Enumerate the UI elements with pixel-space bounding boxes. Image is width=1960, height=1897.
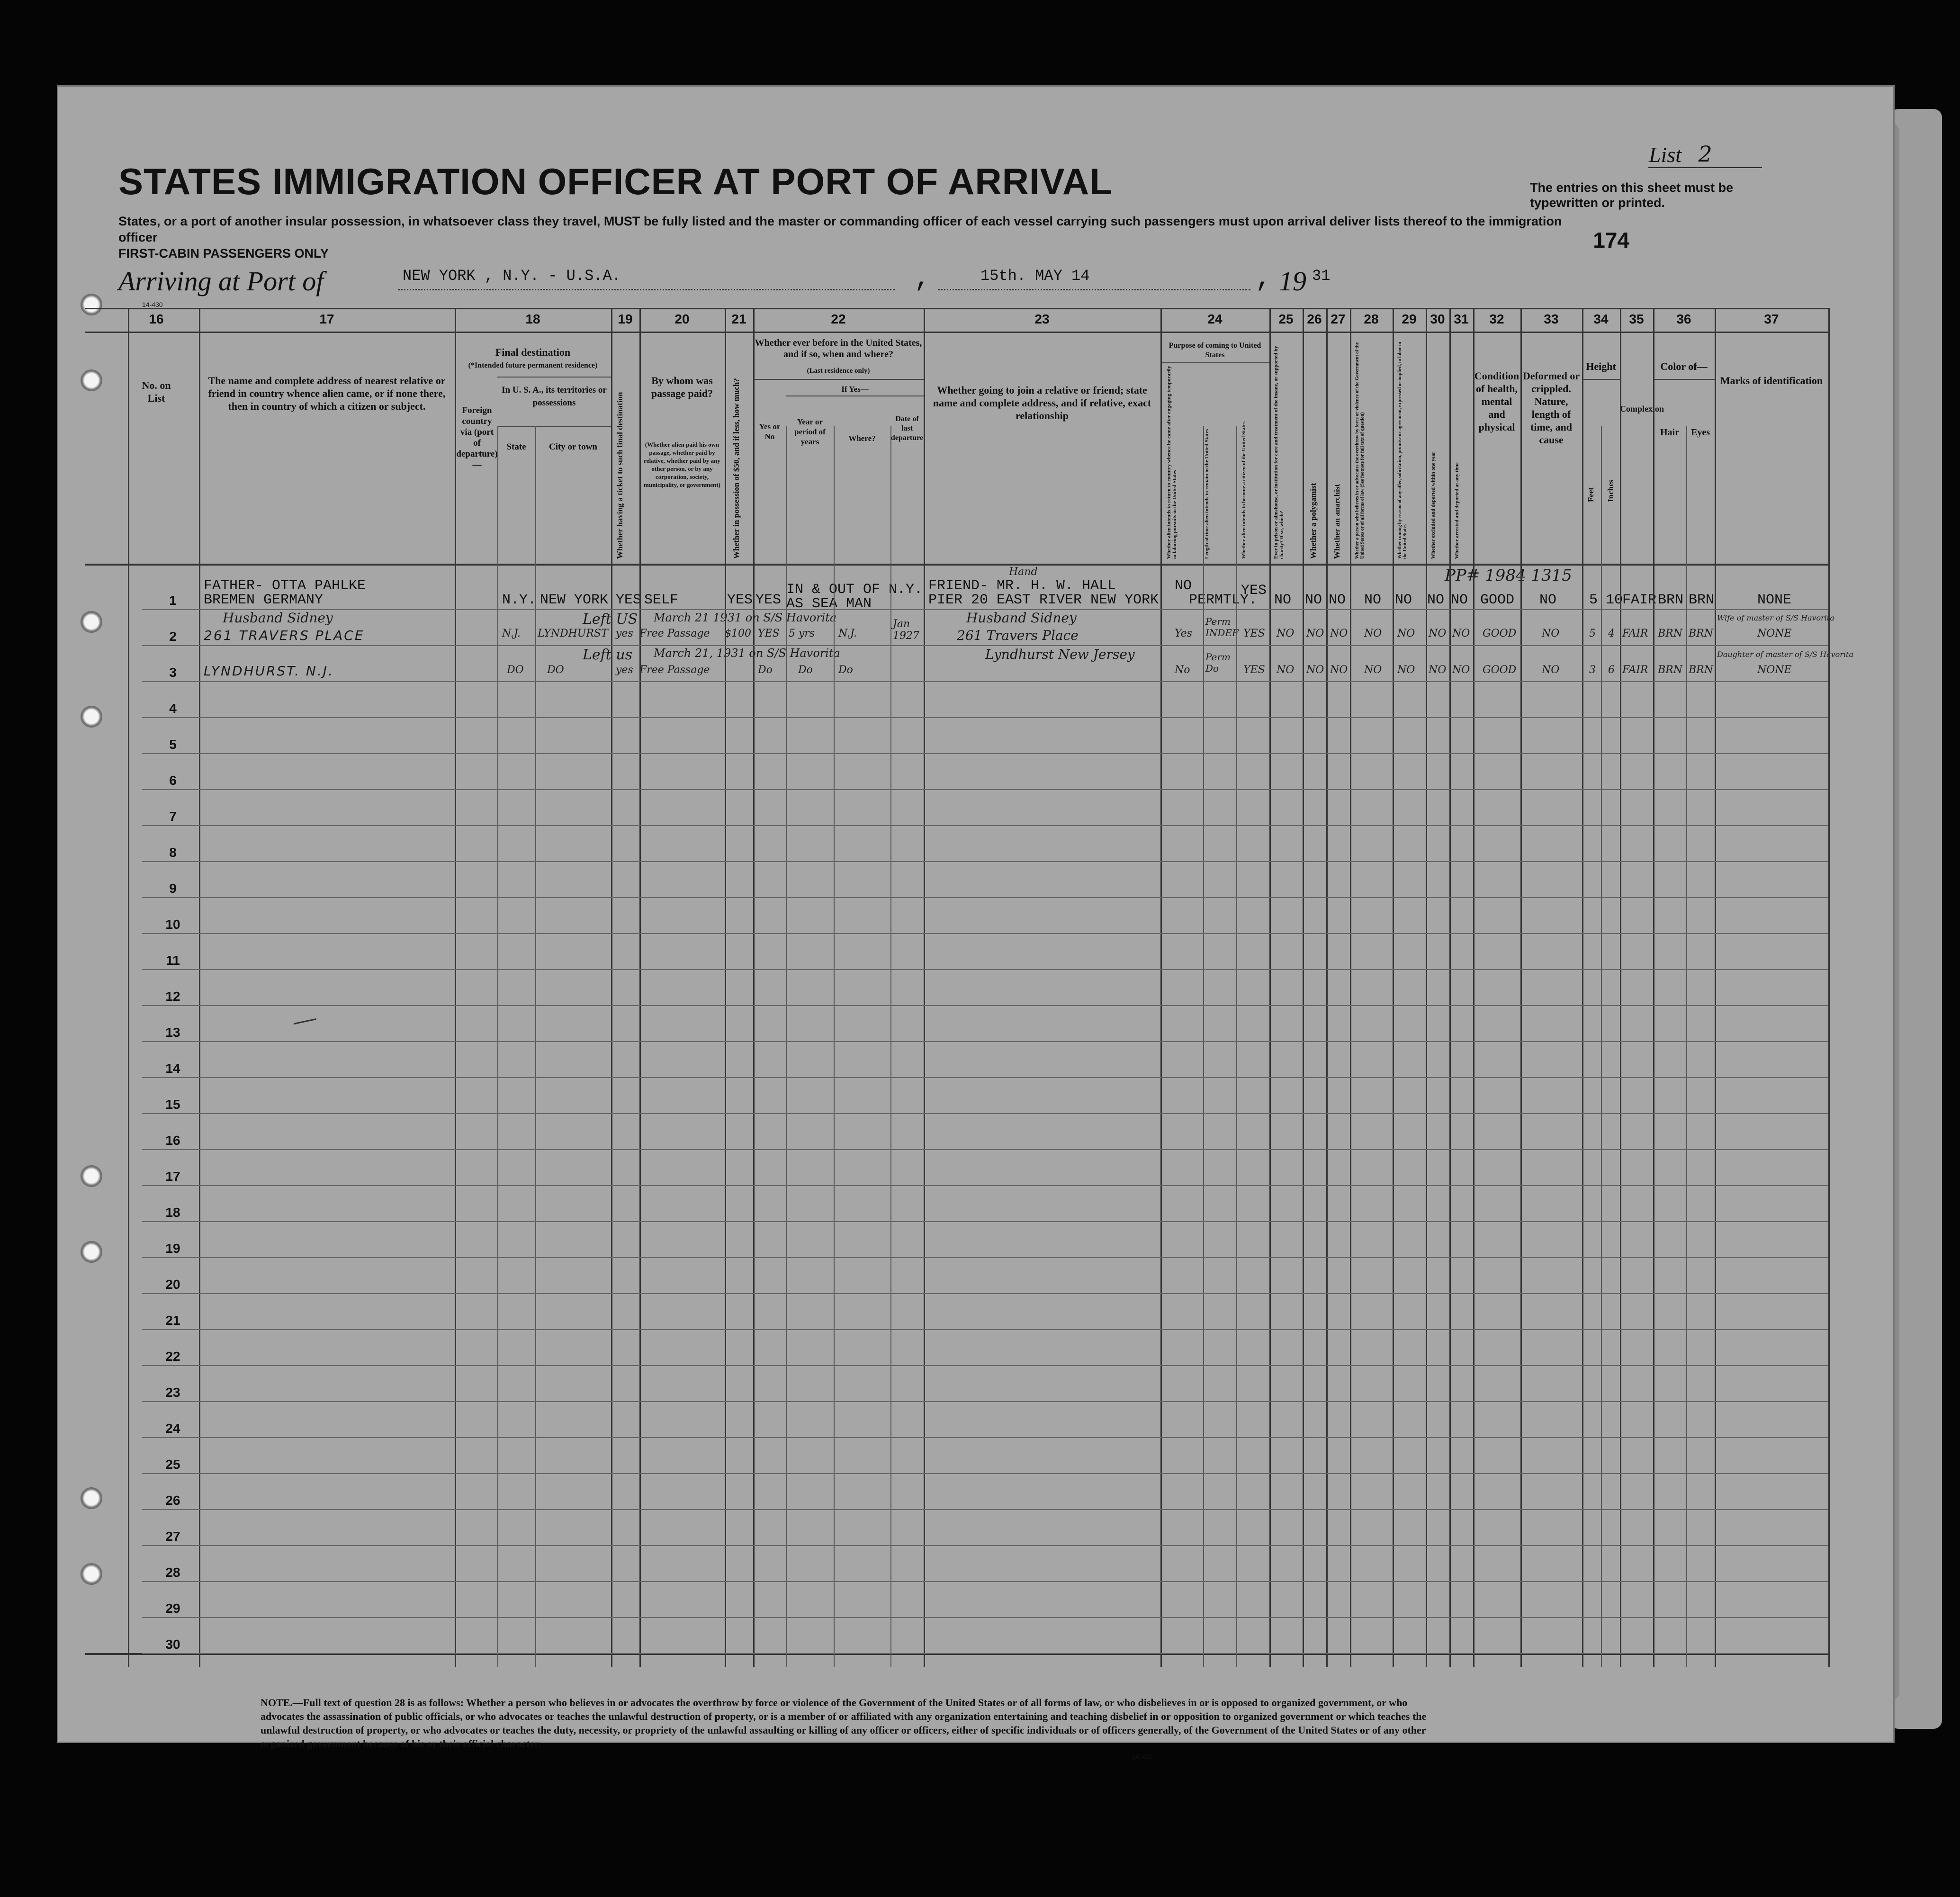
q26: NO	[1306, 664, 1324, 676]
q30: NO	[1429, 664, 1447, 676]
row-rule	[142, 1221, 1828, 1222]
marks: NONE	[1757, 628, 1792, 639]
paid-by: SELF	[644, 592, 679, 608]
ticket: yes	[616, 628, 633, 639]
hdr-date-departure: Date of last departure	[890, 415, 924, 442]
row-number: 9	[169, 881, 177, 896]
hdr-purpose-c: Whether alien intends to become a citizen of the United States	[1241, 421, 1247, 559]
q26: NO	[1305, 592, 1322, 608]
col-num-22: 22	[831, 312, 846, 326]
grid-column-line	[1303, 308, 1304, 1667]
row-number: 26	[165, 1493, 180, 1508]
hdr-by-whom: By whom was passage paid?	[651, 375, 713, 399]
hdr-polygamist: Whether a polygamist	[1309, 483, 1318, 559]
row-rule	[142, 1545, 1828, 1546]
hdr-q29: Whether coming by reason of any offer, solicitation, promise or agreement, expressed or implied, to labor in the United States	[1397, 342, 1408, 559]
where: N.J.	[838, 628, 857, 639]
year-suffix: 31	[1312, 267, 1331, 285]
row-number: 4	[169, 701, 177, 716]
hdr-q31: Whether arrested and deported at any time	[1454, 462, 1460, 559]
hdr-yes-no: Yes or No	[759, 422, 781, 441]
grid-column-line	[1236, 426, 1237, 1667]
row-number: 12	[165, 989, 180, 1004]
purpose-c: YES	[1243, 664, 1265, 676]
hdr-ever-before: Whether ever before in the United States, and if so, when and where?	[755, 338, 922, 360]
q31: NO	[1452, 664, 1470, 676]
row-rule	[142, 861, 1828, 862]
passport-note: PP# 1984 1315	[1445, 566, 1572, 585]
form-code: 14-430	[142, 301, 163, 308]
grid-column-line	[1520, 308, 1522, 1667]
condition: GOOD	[1480, 592, 1515, 608]
grid-column-line	[725, 308, 726, 1667]
intro-instructions: States, or a port of another insular possession, in whatsoever class they travel, MUST be fully listed and the master or commanding officer of each vessel carrying such passengers must upon arrival deliver lists thereof to the immigration officer	[118, 214, 1562, 244]
hdr-year-period: Year or period of years	[794, 417, 826, 446]
row-number: 13	[165, 1025, 180, 1040]
col-num-17: 17	[319, 312, 334, 326]
city: LYNDHURST	[538, 628, 608, 639]
row-number: 23	[165, 1385, 180, 1400]
row-rule	[142, 1437, 1828, 1438]
where: Do	[838, 664, 853, 676]
row-rule	[142, 1185, 1828, 1186]
grid-column-line	[1473, 308, 1474, 1667]
purpose-a: NO	[1175, 578, 1192, 594]
col-num-36: 36	[1676, 312, 1691, 326]
hdr-q28: Whether a person who believes in or advocates the overthrow by force or violence of the Government of the United States or of all forms of law (See footnote for full text of question)	[1355, 342, 1365, 559]
list-number: 2	[1648, 141, 1762, 168]
city: DO	[547, 664, 564, 676]
marks-note: Wife of master of S/S Havorita	[1717, 613, 1834, 622]
col-num-35: 35	[1629, 312, 1644, 326]
grid-column-line	[753, 308, 755, 1667]
hdr-anarchist: Whether an anarchist	[1332, 484, 1341, 559]
q28: NO	[1364, 592, 1382, 608]
row-number: 17	[165, 1169, 180, 1184]
join-line-2: PIER 20 EAST RIVER NEW YORK	[928, 592, 1159, 608]
row-rule	[142, 1401, 1828, 1402]
grid-column-line	[1449, 308, 1451, 1667]
ever-before: YES	[755, 592, 782, 608]
grid-column-line	[497, 426, 498, 1667]
purpose-b: Perm Do	[1205, 651, 1231, 674]
dates: March 21, 1931 on S/S Havorita	[654, 647, 840, 660]
hdr-where: Where?	[848, 434, 876, 443]
col-num-33: 33	[1544, 312, 1559, 326]
row-number: 8	[169, 845, 177, 860]
row-rule	[142, 933, 1828, 934]
grid-column-line	[924, 308, 925, 1667]
row-number: 18	[165, 1205, 180, 1220]
row-rule	[142, 969, 1828, 970]
possession: $100	[725, 628, 751, 639]
col-num-16: 16	[149, 312, 164, 326]
row-rule	[142, 1365, 1828, 1366]
row-rule	[142, 1149, 1828, 1150]
hdr-feet: Feet	[1586, 487, 1595, 502]
row-rule	[142, 609, 1828, 610]
row-rule	[142, 1653, 1828, 1654]
row-rule	[142, 1581, 1828, 1582]
row-rule	[142, 1077, 1828, 1078]
purpose-b: PERMTLY.	[1189, 592, 1258, 608]
col-num-24: 24	[1207, 312, 1223, 326]
hair: BRN	[1658, 664, 1682, 676]
purpose-c: YES	[1241, 583, 1267, 599]
complexion: FAIR	[1622, 664, 1648, 676]
deformed: NO	[1539, 592, 1557, 608]
relative-line-2: 261 TRAVERS PLACE	[204, 628, 365, 643]
purpose-a: No	[1175, 664, 1190, 676]
row-number: 24	[165, 1421, 180, 1436]
col-num-19: 19	[618, 312, 633, 326]
hdr-hair: Hair	[1660, 427, 1679, 438]
ever-before: Do	[758, 664, 773, 676]
row-number: 21	[165, 1313, 180, 1328]
hdr-if-yes: If Yes—	[841, 385, 869, 394]
row-rule	[142, 825, 1828, 826]
q27: NO	[1330, 664, 1348, 676]
join-line-2: Lyndhurst New Jersey	[985, 647, 1135, 662]
q25: NO	[1277, 628, 1295, 639]
hdr-condition: Condition of health, mental and physical	[1474, 370, 1519, 433]
q27: NO	[1330, 628, 1348, 639]
hdr-inches: Inches	[1606, 479, 1615, 502]
hdr-possession: Whether in possession of $50, and if less, how much?	[732, 378, 741, 559]
row-rule	[142, 1041, 1828, 1042]
feet: 5	[1589, 592, 1598, 608]
hdr-final-destination-sub: (*Intended future permanent residence)	[468, 361, 598, 369]
join-line-2: 261 Travers Place	[957, 628, 1079, 643]
footnote: NOTE.—Full text of question 28 is as follows: Whether a person who believes in or advocates the overthrow by force or violence of the Government of the United States or of all forms of law, or who disbelieves in or is opposed to organized government, or who advocates the assassination of public officials, or who advocates or teaches the unlawful destruction of property, or is a member of or affiliated with any organization entertaining and teaching disbelief in or opposition to organized government or which teaches the unlawful destruction of property, or who advocates or teaches the duty, necessity, or propriety of the unlawful assaulting or killing of any officer or officers, either of specific individuals or of officers generally, of the Government of the United States or of any other organized government because of his or their official character.	[261, 1697, 1427, 1750]
grid-column-line	[1653, 308, 1654, 1667]
hdr-prison: Ever in prison or almshouse, or institution for care and treatment of the insane, or supported by charity? If so, which?	[1273, 346, 1285, 559]
col-num-23: 23	[1034, 312, 1050, 326]
eyes: BRN	[1689, 664, 1713, 676]
grid-column-line	[128, 308, 129, 1667]
row-number: 15	[165, 1097, 180, 1112]
grid-column-line	[1160, 308, 1162, 1667]
ever-before: YES	[758, 628, 780, 639]
hdr-by-whom-sub: (Whether alien paid his own passage, whether paid by relative, whether paid by any other person, or by any corporation, society, municipality, or government)	[644, 441, 720, 488]
row-rule	[142, 1293, 1828, 1294]
grid-column-line	[199, 308, 200, 1667]
grid-column-line	[455, 308, 456, 1667]
row-number: 30	[165, 1637, 180, 1652]
q29: NO	[1397, 628, 1415, 639]
grid-column-line	[611, 308, 612, 1667]
row-number: 2	[169, 629, 177, 644]
col-num-30: 30	[1430, 312, 1445, 326]
complexion: FAIR	[1622, 628, 1648, 639]
hdr-deformed: Deformed or crippled. Nature, length of time, and cause	[1522, 370, 1580, 446]
grid-column-line	[834, 426, 835, 1667]
row-rule	[142, 1257, 1828, 1258]
city: NEW YORK	[540, 592, 609, 608]
row-rule	[142, 717, 1828, 718]
year-prefix: 19	[1279, 266, 1306, 297]
row-number: 6	[169, 773, 177, 788]
row-number: 3	[169, 665, 177, 680]
hdr-no-on-list: No. on List	[142, 379, 171, 404]
row-rule	[142, 753, 1828, 754]
grid-column-line	[1601, 426, 1602, 1667]
relative-line-1: Husband Sidney	[223, 610, 333, 626]
port-value: NEW YORK , N.Y. - U.S.A.	[403, 267, 621, 285]
inches: 6	[1608, 664, 1615, 676]
col-num-18: 18	[525, 312, 540, 326]
arriving-line: Arriving at Port of NEW YORK , N.Y. - U.S.A. , 15th. MAY 14 , 19 31	[118, 263, 1331, 297]
footer-code: 14-430	[1132, 1753, 1153, 1760]
q29: NO	[1395, 592, 1412, 608]
hdr-purpose-b: Length of time alien intends to remain in the United States	[1204, 429, 1210, 559]
hair: BRN	[1658, 592, 1684, 608]
q30: NO	[1427, 592, 1445, 608]
row-number: 22	[165, 1349, 180, 1364]
row-number: 1	[169, 593, 177, 608]
purpose-b: Perm INDEF	[1205, 616, 1239, 638]
feet: 5	[1589, 628, 1596, 639]
row-rule	[142, 1473, 1828, 1474]
row-rule	[142, 789, 1828, 790]
q28: NO	[1364, 664, 1382, 676]
join-note: Hand	[1009, 566, 1038, 578]
date-value: 15th. MAY 14	[980, 267, 1090, 285]
manifest-sheet	[57, 85, 1895, 1760]
hdr-purpose-a: Whether alien intends to return to country whence he came after engaging temporarily in laboring pursuits in the United States	[1166, 366, 1178, 559]
hdr-state: State	[506, 442, 526, 452]
grid-column-line	[786, 426, 787, 1667]
page-title: STATES IMMIGRATION OFFICER AT PORT OF ARRIVAL	[118, 161, 1113, 202]
intro-class: FIRST-CABIN PASSENGERS ONLY	[118, 246, 329, 261]
join-line-1: Husband Sidney	[966, 610, 1077, 626]
state: N.J.	[502, 628, 521, 639]
row-rule	[142, 1113, 1828, 1114]
entries-note: The entries on this sheet must be typewritten or printed.	[1530, 180, 1734, 210]
condition: GOOD	[1483, 628, 1517, 639]
row-number: 20	[165, 1277, 180, 1292]
q30: NO	[1429, 628, 1447, 639]
col-num-21: 21	[731, 312, 746, 326]
paid-by: Free Passage	[639, 628, 710, 639]
row-number: 27	[165, 1529, 180, 1544]
manifest-table	[85, 308, 1853, 1667]
row-rule	[142, 645, 1828, 646]
grid-column-line	[1686, 426, 1687, 1667]
purpose-c: YES	[1243, 628, 1265, 639]
left-us: Left US	[583, 611, 638, 628]
hdr-purpose: Purpose of coming to United States	[1169, 342, 1261, 359]
period: 5 yrs	[789, 628, 815, 639]
hdr-city: City or town	[548, 442, 598, 452]
grid-column-line	[1582, 308, 1583, 1667]
eyes: BRN	[1689, 592, 1715, 608]
sheet-number: 174	[1593, 228, 1629, 252]
grid-column-line	[1715, 308, 1716, 1667]
hdr-last-residence: (Last residence only)	[807, 367, 870, 375]
col-num-27: 27	[1331, 312, 1346, 326]
col-num-20: 20	[674, 312, 690, 326]
state: DO	[507, 664, 524, 676]
hdr-final-destination: Final destination	[495, 346, 571, 358]
q27: NO	[1329, 592, 1346, 608]
ticket: yes	[616, 664, 633, 676]
row-number: 25	[165, 1457, 180, 1472]
purpose-a: Yes	[1175, 628, 1192, 639]
row-rule	[142, 1329, 1828, 1330]
row-number: 16	[165, 1133, 180, 1148]
col-num-28: 28	[1364, 312, 1379, 326]
grid-column-line	[1393, 308, 1394, 1667]
intro-text	[118, 213, 1587, 261]
join-line-1: FRIEND- MR. H. W. HALL	[928, 578, 1116, 594]
grid-column-line	[1620, 308, 1621, 1667]
marks-note: Daughter of master of S/S Havorita	[1717, 650, 1853, 659]
marks: NONE	[1757, 664, 1792, 676]
ticket: YES	[616, 592, 642, 608]
marks: NONE	[1757, 592, 1792, 608]
grid-column-line	[1203, 426, 1204, 1667]
grid-column-line	[1269, 308, 1271, 1667]
hair: BRN	[1658, 628, 1682, 639]
q29: NO	[1397, 664, 1415, 676]
col-num-26: 26	[1307, 312, 1322, 326]
condition: GOOD	[1483, 664, 1517, 676]
row-number: 11	[166, 953, 180, 968]
deformed: NO	[1542, 628, 1560, 639]
q31: NO	[1452, 628, 1470, 639]
possession: YES	[727, 592, 753, 608]
row-number: 7	[169, 809, 177, 824]
hdr-relative: The name and complete address of nearest relative or friend in country whence alien came, or if none there, then in country of which a citizen or subject.	[208, 375, 446, 412]
row-rule	[142, 1509, 1828, 1510]
where: IN & OUT OF N.Y. AS SEA MAN	[786, 582, 923, 612]
row-number: 10	[165, 917, 180, 932]
col-num-29: 29	[1402, 312, 1417, 326]
row-number: 5	[169, 737, 177, 752]
hdr-foreign-country: Foreign country via (port of departure)—	[456, 405, 498, 470]
feet: 3	[1589, 664, 1596, 676]
q26: NO	[1306, 628, 1324, 639]
relative-line-2: BREMEN GERMANY	[204, 592, 324, 608]
grid-column-line	[1350, 308, 1351, 1667]
left-us: Left us	[583, 647, 633, 663]
q31: NO	[1451, 592, 1468, 608]
relative-line-1: LYNDHURST. N.J.	[204, 663, 334, 679]
row-rule	[142, 1617, 1828, 1618]
row-number: 29	[165, 1601, 180, 1616]
grid-column-line	[890, 426, 891, 1667]
deformed: NO	[1542, 664, 1560, 676]
hdr-height: Height	[1586, 360, 1616, 372]
arriving-label: Arriving at Port of	[118, 266, 324, 297]
state: N.Y.	[502, 592, 537, 608]
grid-column-line	[1326, 308, 1328, 1667]
eyes: BRN	[1689, 628, 1713, 639]
col-num-37: 37	[1764, 312, 1779, 326]
list-label: List	[1648, 143, 1681, 167]
relative-line-1: FATHER- OTTA PAHLKE	[204, 578, 366, 594]
row-rule	[142, 681, 1828, 682]
col-num-34: 34	[1593, 312, 1609, 326]
q25: NO	[1277, 664, 1295, 676]
grid-column-line	[1828, 308, 1830, 1667]
row-rule	[142, 897, 1828, 898]
hdr-eyes: Eyes	[1691, 427, 1710, 438]
dates: March 21 1931 on S/S Havorita	[654, 611, 837, 624]
grid-column-line	[639, 308, 641, 1667]
q25: NO	[1274, 592, 1292, 608]
hdr-color-of: Color of—	[1660, 360, 1708, 372]
col-num-31: 31	[1454, 312, 1469, 326]
row-rule	[142, 1005, 1828, 1006]
row-number: 28	[165, 1565, 180, 1580]
row-number: 19	[165, 1241, 180, 1256]
period: Do	[798, 664, 813, 676]
hdr-q30: Whether excluded and deported within one year	[1430, 451, 1436, 559]
q28: NO	[1364, 628, 1382, 639]
hdr-join-relative: Whether going to join a relative or friend; state name and complete address, and if relative, exact relationship	[933, 384, 1151, 422]
inches: 10	[1606, 592, 1623, 608]
hdr-in-usa: In U. S. A., its territories or possessions	[502, 385, 607, 408]
col-num-25: 25	[1278, 312, 1294, 326]
hdr-complexion: Complexion	[1620, 404, 1664, 414]
row-number: 14	[165, 1061, 180, 1076]
paid-by: Free Passage	[639, 664, 710, 676]
hdr-ticket: Whether having a ticket to such final destination	[615, 392, 624, 559]
grid-column-line	[1426, 308, 1427, 1667]
complexion: FAIR	[1622, 592, 1657, 608]
hdr-marks: Marks of identification	[1720, 375, 1823, 387]
grid-column-line	[535, 426, 536, 1667]
departure: Jan 1927	[893, 618, 919, 642]
inches: 4	[1608, 628, 1615, 639]
col-num-32: 32	[1489, 312, 1504, 326]
